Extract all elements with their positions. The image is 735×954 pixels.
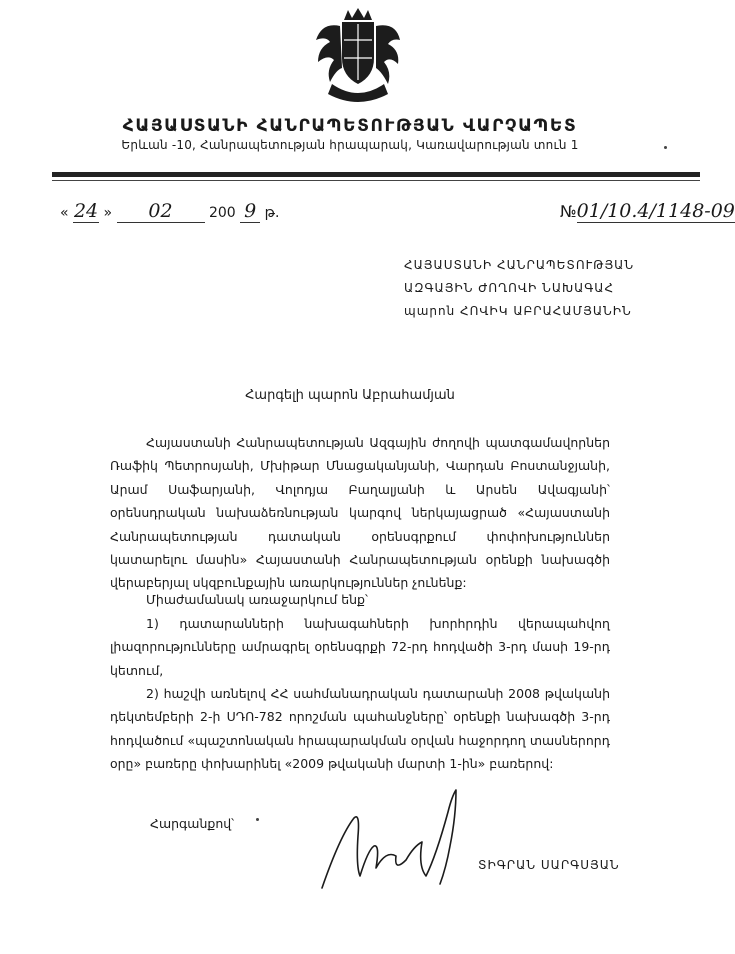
scan-speck [664,146,667,149]
date-year-suffix: 9 [240,200,260,223]
date-month: 02 [117,200,205,223]
letterhead-divider-thick [52,172,700,177]
body-item-1: 1) դատարանների նախագահների խորհրդին վերապահվող լիազորությունները ամրագրել օրենսգրքի 72-րդ հոդվածի 3-րդ մասի 19-րդ կետում, [110,616,610,678]
number-sign: № [560,202,577,221]
signer-name: ՏԻԳՐԱՆ ՍԱՐԳՍՅԱՆ [478,858,620,872]
date-line [60,200,279,223]
date-open-quote: « [60,205,69,221]
date-year-abbrev: թ. [264,205,280,221]
salutation: Հարգելի պարոն Աբրահամյան [245,388,455,403]
handwritten-signature-icon [310,776,480,896]
addressee-line-1: ՀԱՅԱՍՏԱՆԻ ՀԱՆՐԱՊԵՏՈՒԹՅԱՆ [404,258,635,272]
closing: Հարգանքով՝ [150,816,235,831]
coat-of-arms-emblem-icon [306,6,410,110]
addressee-line-3: պարոն ՀՈՎԻԿ ԱԲՐԱՀԱՄՅԱՆԻՆ [404,304,632,318]
letterhead-divider-thin [52,180,700,181]
body-paragraph-2: Միաժամանակ առաջարկում ենք՝ [146,592,368,607]
scan-speck [256,818,259,821]
body-item-2: 2) հաշվի առնելով ՀՀ սահմանադրական դատարանի 2008 թվականի դեկտեմբերի 2-ի ՍԴՈ-782 որոշման պահանջները՝ օրենքի նախագծի 3-րդ հոդվածում «պաշտոնական հրապարակման օրվան հաջորդող տասներորդ օրը» բառերը փոխարինել «2009 թվականի մարտի 1-ին» բառերով: [110,686,610,772]
reference-number [560,200,735,223]
addressee-block [404,254,634,323]
date-close-quote: » [103,205,113,221]
reference-value: 01/10.4/1148-09 [576,200,735,222]
body-paragraph-1: Հայաստանի Հանրապետության Ազգային ժողովի պատգամավորներ Ռաֆիկ Պետրոսյանի, Մխիթար Մնացականյանի, Վարդան Բոստանջյանի, Արամ Սաֆարյանի, Վոլոդյա Բաղալյանի և Արսեն Ավագյանի՝ օրենսդրական նախաձեռնության կարգով ներկայացրած «Հայաստանի Հանրապետության դատական օրենսգրքում փոփոխություններ կատարելու մասին» Հայաստանի Հանրապետության օրենքի նախագծի վերաբերյալ սկզբունքային առարկություններ չունենք: [110,435,610,591]
letterhead-address: Երևան -10, Հանրապետության հրապարակ, Կառավարության տուն 1 [121,138,579,152]
date-year-prefix: 200 [208,205,236,221]
date-day: 24 [73,200,99,222]
addressee-line-2: ԱԶԳԱՅԻՆ ԺՈՂՈՎԻ ՆԱԽԱԳԱՀ [404,281,615,295]
letterhead-title: ՀԱՅԱՍՏԱՆԻ ՀԱՆՐԱՊԵՏՈՒԹՅԱՆ ՎԱՐՉԱՊԵՏ [122,116,578,136]
